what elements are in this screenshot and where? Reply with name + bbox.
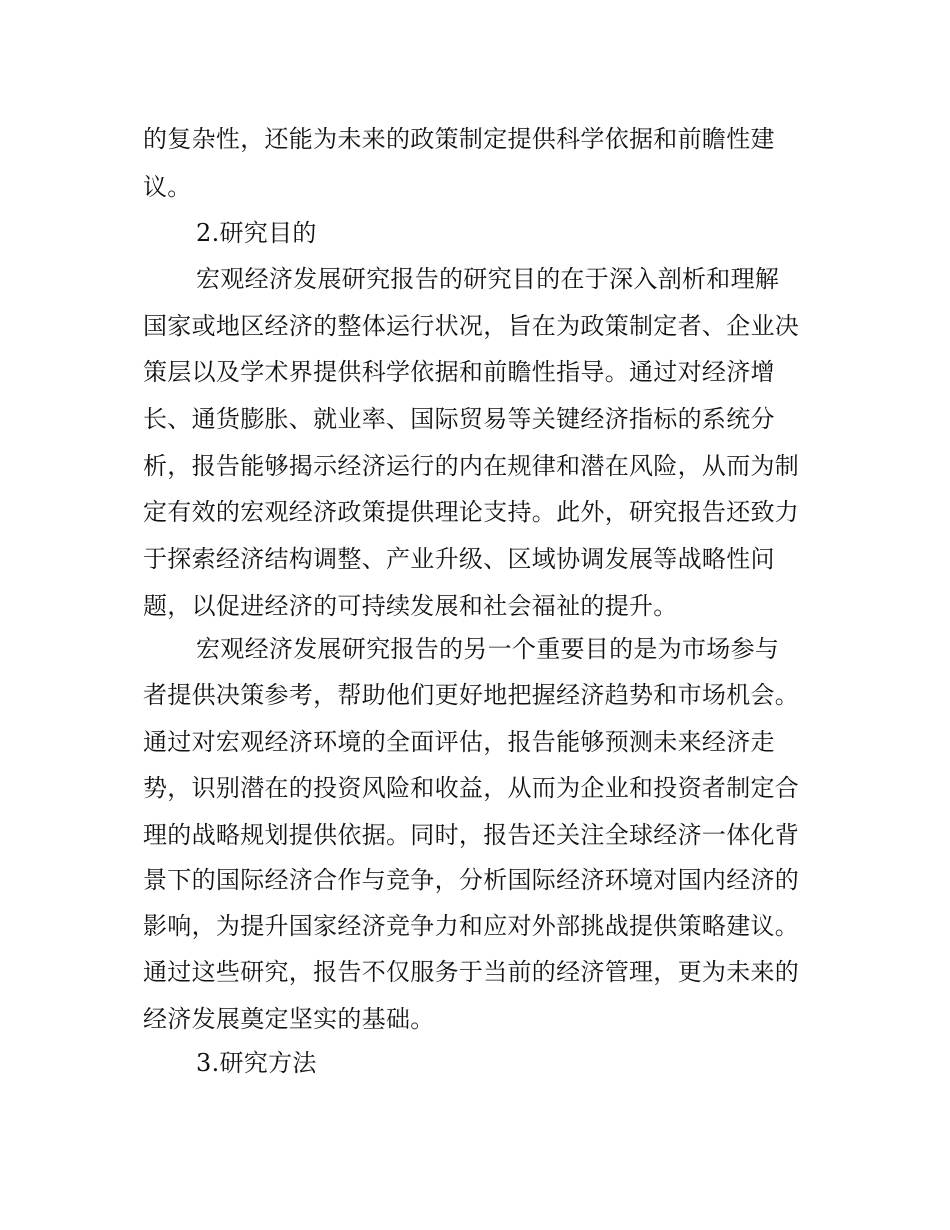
- paragraph-line: 长、通货膨胀、就业率、国际贸易等关键经济指标的系统分: [143, 405, 775, 433]
- paragraph-line: 经济发展奠定坚实的基础。: [143, 1005, 435, 1033]
- paragraph-line: 通过这些研究，报告不仅服务于当前的经济管理，更为未来的: [143, 958, 800, 986]
- paragraph-line: 析，报告能够揭示经济运行的内在规律和潜在风险，从而为制: [143, 452, 800, 480]
- paragraph-line: 策层以及学术界提供科学依据和前瞻性指导。通过对经济增: [143, 358, 775, 386]
- paragraph-line: 者提供决策参考，帮助他们更好地把握经济趋势和市场机会。: [143, 681, 800, 709]
- paragraph-line: 宏观经济发展研究报告的研究目的在于深入剖析和理解: [196, 265, 780, 293]
- paragraph-line: 的复杂性，还能为未来的政策制定提供科学依据和前瞻性建: [143, 125, 775, 153]
- paragraph-line: 影响，为提升国家经济竞争力和应对外部挑战提供策略建议。: [143, 912, 800, 940]
- paragraph-line: 宏观经济发展研究报告的另一个重要目的是为市场参与: [196, 635, 780, 663]
- section-heading: 2.研究目的: [196, 219, 317, 247]
- paragraph-line: 景下的国际经济合作与竞争，分析国际经济环境对国内经济的: [143, 866, 800, 894]
- paragraph-line: 题，以促进经济的可持续发展和社会福祉的提升。: [143, 592, 678, 620]
- paragraph-line: 理的战略规划提供依据。同时，报告还关注全球经济一体化背: [143, 821, 800, 849]
- paragraph-line: 势，识别潜在的投资风险和收益，从而为企业和投资者制定合: [143, 774, 800, 802]
- paragraph-line: 国家或地区经济的整体运行状况，旨在为政策制定者、企业决: [143, 312, 800, 340]
- paragraph-line: 于探索经济结构调整、产业升级、区域协调发展等战略性问: [143, 545, 775, 573]
- section-heading: 3.研究方法: [196, 1049, 317, 1077]
- paragraph-line: 议。: [143, 173, 192, 201]
- paragraph-line: 定有效的宏观经济政策提供理论支持。此外，研究报告还致力: [143, 498, 800, 526]
- paragraph-line: 通过对宏观经济环境的全面评估，报告能够预测未来经济走: [143, 728, 775, 756]
